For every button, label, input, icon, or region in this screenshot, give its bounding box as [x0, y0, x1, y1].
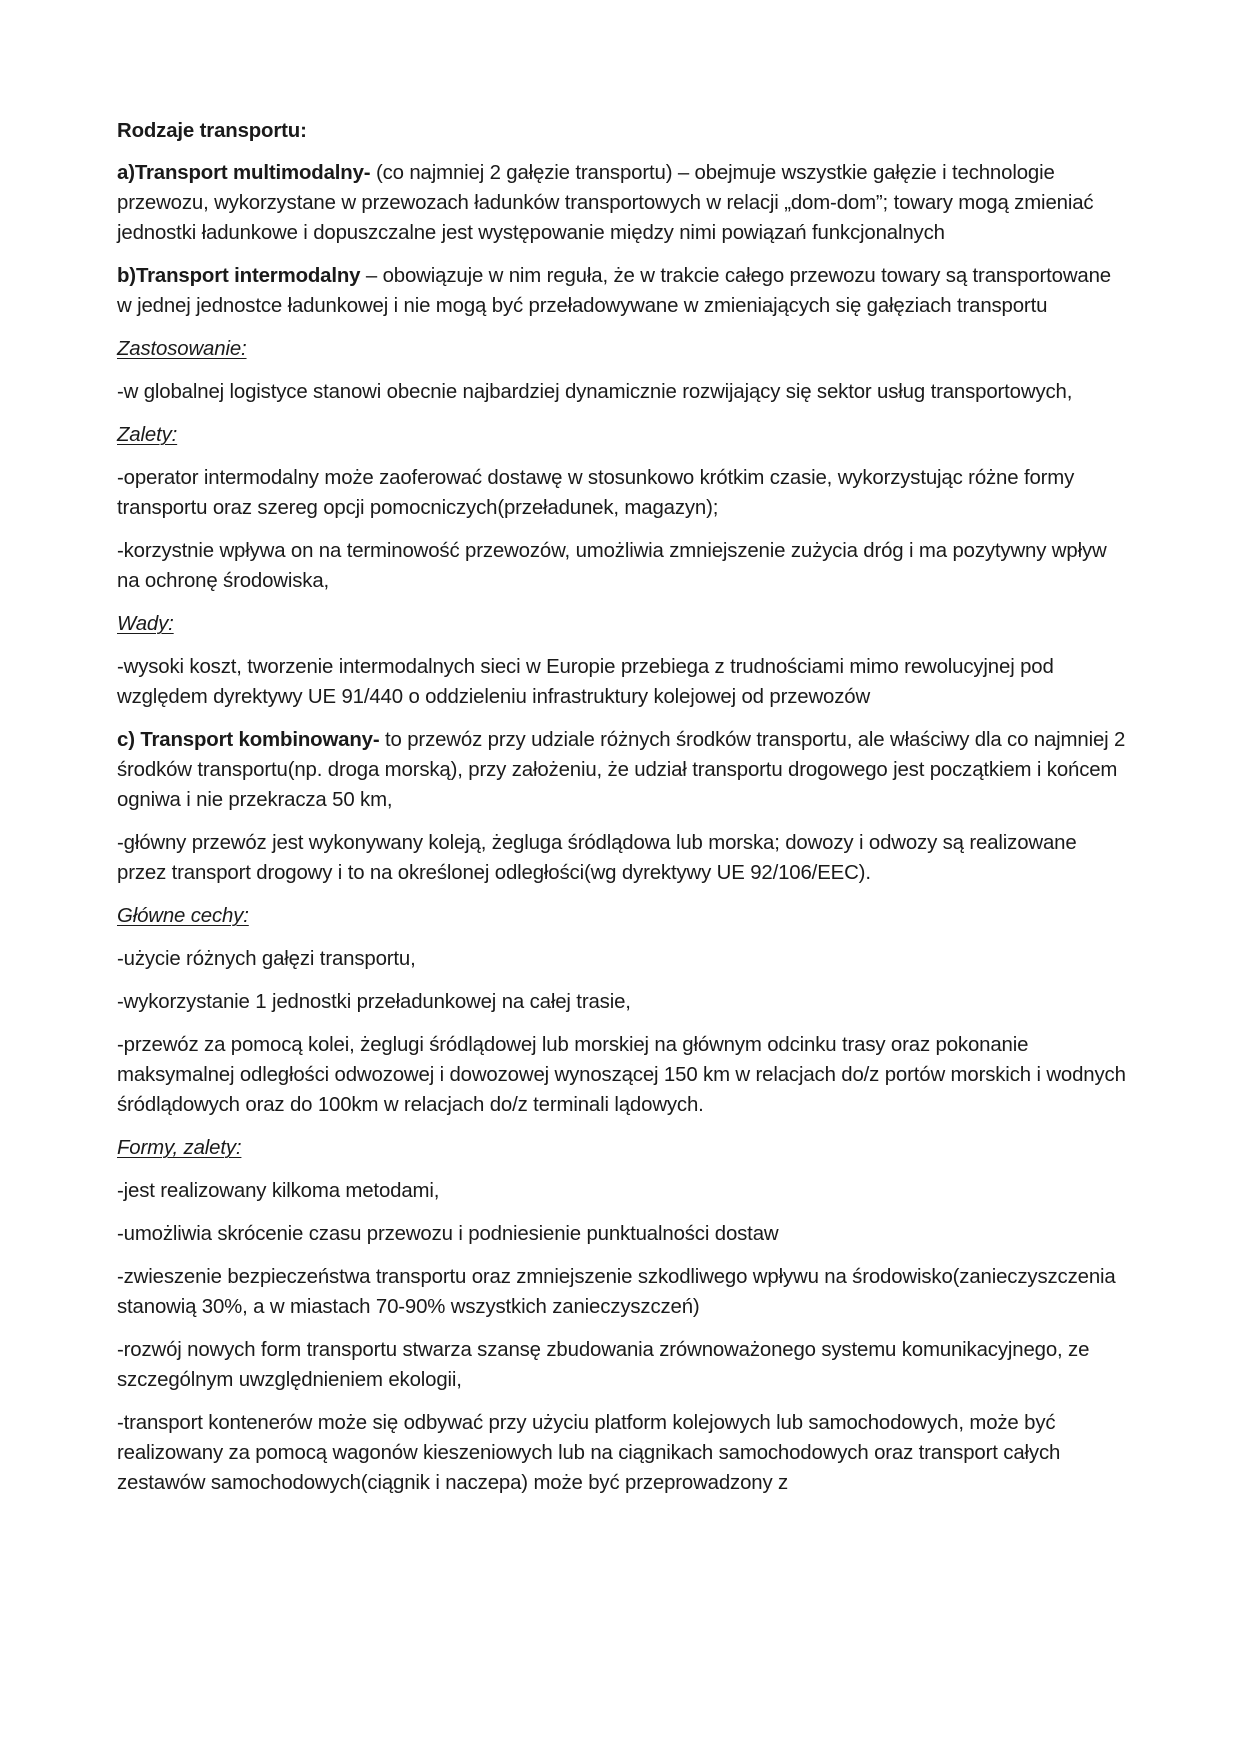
wady-heading: Wady: [117, 613, 174, 635]
list-item: -wysoki koszt, tworzenie intermodalnych sieci w Europie przebiega z trudnościami mimo rewolucyjnej pod względem dyrektywy UE 91/440 o oddzieleniu infrastruktury kolejowej od przewozów [117, 656, 1054, 708]
combined-text: to przewóz przy udziale różnych środków transportu, ale właściwy dla co najmniej 2 środków transportu(np. droga morską), przy założeniu, że udział transportu drogowego jest początkiem i końcem ogniwa i nie przekracza 50 km, [117, 729, 1126, 811]
combined-extra: -główny przewóz jest wykonywany koleją, żegluga śródlądowa lub morska; dowozy i odwozy są realizowane przez transport drogowy i to na określonej odległości(wg dyrektywy UE 92/106/EEC). [117, 832, 1077, 884]
zastosowanie-heading: Zastosowanie: [117, 338, 247, 360]
combined-label: c) Transport kombinowany- [117, 729, 380, 751]
formy-heading: Formy, zalety: [117, 1137, 242, 1159]
intermodal-label: b)Transport intermodalny [117, 265, 361, 287]
intermodal-text: – obowiązuje w nim reguła, że w trakcie całego przewozu towary są transportowane w jednej jednostce ładunkowej i nie mogą być przeładowywane w zmieniających się gałęziach transportu [117, 265, 1111, 317]
multimodal-text: (co najmniej 2 gałęzie transportu) – obejmuje wszystkie gałęzie i technologie przewozu, wykorzystane w przewozach ładunków transportowych w relacji „dom-dom”; towary mogą zmieniać jednostki ładunkowe i dopuszczalne jest występowanie między nimi powiązań funkcjonalnych [117, 162, 1094, 244]
multimodal-paragraph [117, 158, 1127, 248]
multimodal-label: a)Transport multimodalny- [117, 162, 371, 184]
list-item: -operator intermodalny może zaoferować dostawę w stosunkowo krótkim czasie, wykorzystując różne formy transportu oraz szereg opcji pomocniczych(przeładunek, magazyn); [117, 467, 1075, 519]
list-item: -przewóz za pomocą kolei, żeglugi śródlądowej lub morskiej na głównym odcinku trasy oraz pokonanie maksymalnej odległości odwozowej i dowozowej wynoszącej 150 km w relacjach do/z portów morskich i wodnych śródlądowych oraz do 100km w relacjach do/z terminali lądowych. [117, 1034, 1126, 1116]
list-item: -korzystnie wpływa on na terminowość przewozów, umożliwia zmniejszenie zużycia dróg i ma pozytywny wpływ na ochronę środowiska, [117, 540, 1107, 592]
list-item: -jest realizowany kilkoma metodami, [117, 1180, 440, 1202]
list-item: -w globalnej logistyce stanowi obecnie najbardziej dynamicznie rozwijający się sektor usług transportowych, [117, 381, 1073, 403]
document-title: Rodzaje transportu: [117, 120, 307, 142]
list-item: -zwieszenie bezpieczeństwa transportu oraz zmniejszenie szkodliwego wpływu na środowisko(zanieczyszczenia stanowią 30%, a w miastach 70-90% wszystkich zanieczyszczeń) [117, 1266, 1116, 1318]
list-item: -rozwój nowych form transportu stwarza szansę zbudowania zrównoważonego systemu komunikacyjnego, ze szczególnym uwzględnieniem ekologii, [117, 1339, 1090, 1391]
cechy-heading: Główne cechy: [117, 905, 249, 927]
combined-paragraph [117, 725, 1127, 815]
intermodal-paragraph [117, 261, 1127, 321]
list-item: -umożliwia skrócenie czasu przewozu i podniesienie punktualności dostaw [117, 1223, 779, 1245]
zalety-heading: Zalety: [117, 424, 178, 446]
list-item: -użycie różnych gałęzi transportu, [117, 948, 416, 970]
document-page [117, 116, 1127, 1511]
list-item: -wykorzystanie 1 jednostki przeładunkowej na całej trasie, [117, 991, 631, 1013]
list-item: -transport kontenerów może się odbywać przy użyciu platform kolejowych lub samochodowych, może być realizowany za pomocą wagonów kieszeniowych lub na ciągnikach samochodowych oraz transport całych zestawów samochodowych(ciągnik i naczepa) może być przeprowadzony z [117, 1412, 1061, 1494]
